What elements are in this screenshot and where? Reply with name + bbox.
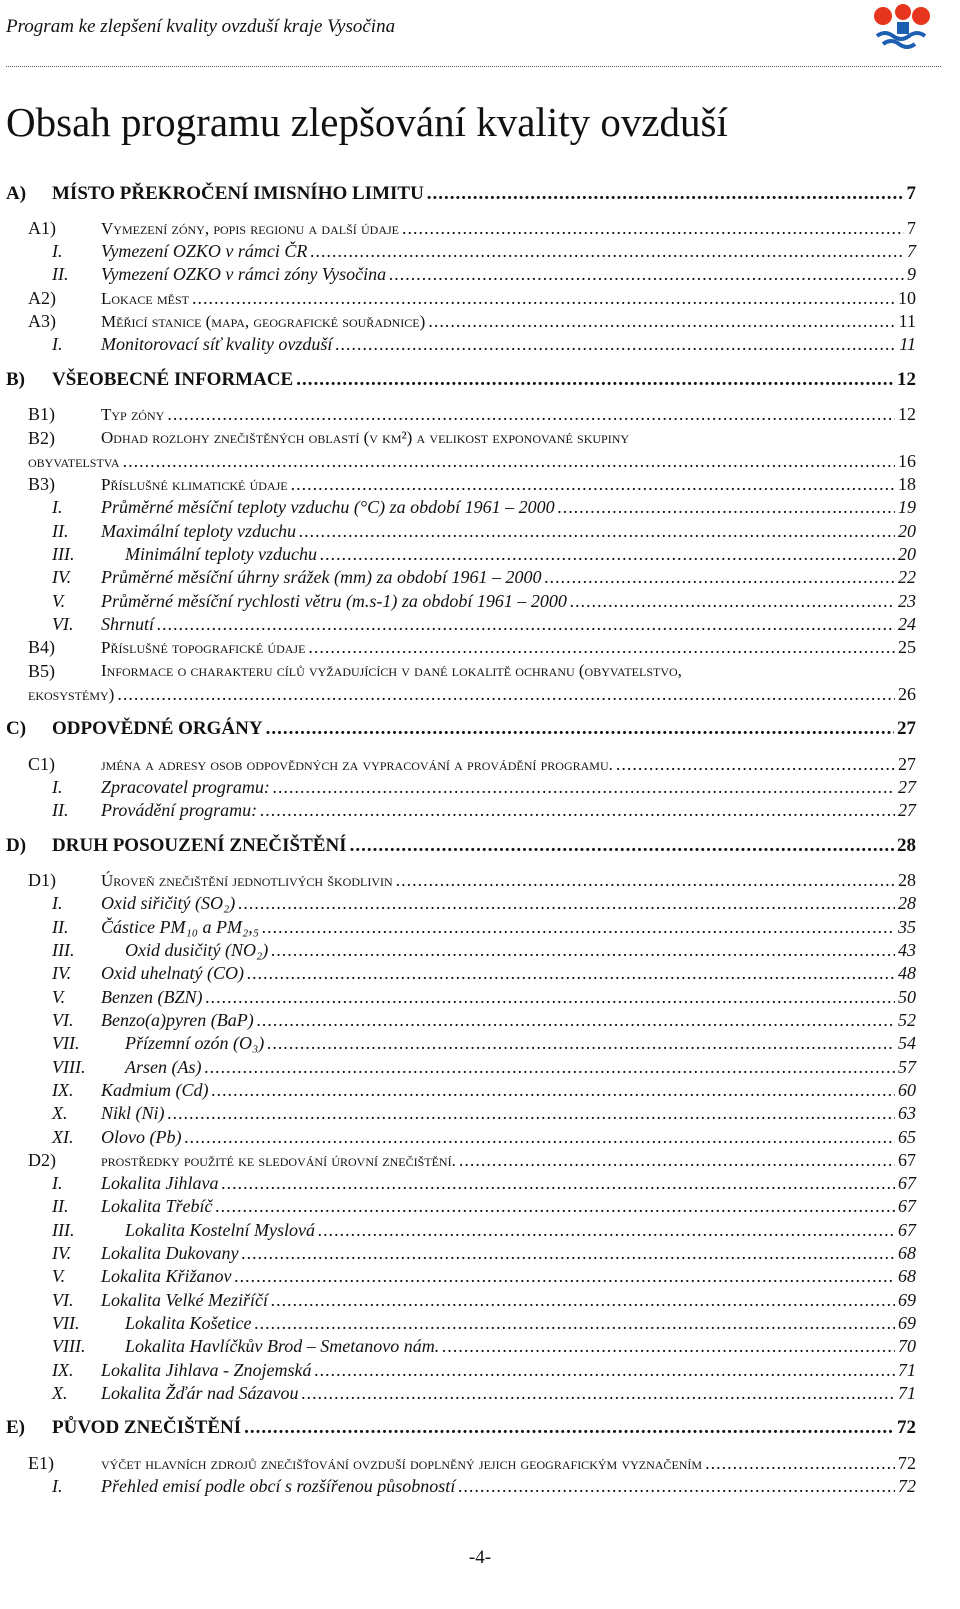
- toc-entry-page: 27: [897, 718, 916, 739]
- toc-entry-page: 23: [898, 591, 916, 611]
- toc-entry-title: Měřicí stanice (mapa, geografické souřadnice): [101, 312, 426, 331]
- toc-leader-dots: [299, 519, 895, 543]
- toc-entry-page: 72: [898, 1453, 916, 1473]
- toc-entry[interactable]: [0, 426, 916, 450]
- toc-entry-title: Oxid dusičitý (NO₂): [125, 940, 269, 960]
- toc-entry-page: 65: [898, 1127, 916, 1147]
- toc-leader-dots: [389, 262, 904, 286]
- toc-entry-page: 26: [898, 684, 916, 704]
- toc-entry-page: 70: [898, 1336, 916, 1356]
- toc-leader-dots: [705, 1451, 895, 1475]
- toc-entry-number: B3): [28, 474, 55, 494]
- toc-entry-title: DRUH POSOUZENÍ ZNEČIŠTĚNÍ: [52, 835, 347, 856]
- toc-entry-title: ODPOVĚDNÉ ORGÁNY: [52, 718, 263, 739]
- toc-entry[interactable]: [0, 915, 916, 939]
- toc-entry-number: I.: [52, 334, 63, 354]
- toc-leader-dots: [254, 1311, 895, 1335]
- toc-entry-page: 50: [898, 987, 916, 1007]
- toc-entry-title: Benzo(a)pyren (BaP): [101, 1010, 254, 1030]
- toc-entry-page: 28: [898, 893, 916, 913]
- toc-entry-page: 12: [897, 369, 916, 390]
- toc-entry-title: Zpracovatel programu:: [101, 777, 270, 797]
- toc-leader-dots: [428, 309, 895, 333]
- toc-leader-dots: [396, 868, 895, 892]
- toc-leader-dots: [241, 1241, 895, 1265]
- toc-entry-number: X.: [52, 1383, 68, 1403]
- toc-entry-page: 60: [898, 1080, 916, 1100]
- toc-leader-dots: [235, 1264, 895, 1288]
- toc-entry-number: I.: [52, 1173, 63, 1193]
- toc-entry-title: Lokalita Velké Meziříčí: [101, 1290, 268, 1310]
- toc-entry[interactable]: [0, 1358, 916, 1382]
- toc-entry-page: 11: [898, 311, 916, 331]
- toc-entry-title: Lokalita Jihlava: [101, 1173, 219, 1193]
- toc-entry-number: IV.: [52, 1243, 72, 1263]
- toc-entry[interactable]: [0, 239, 916, 263]
- toc-leader-dots: [318, 1218, 895, 1242]
- toc-entry[interactable]: [0, 775, 916, 799]
- toc-entry-page: 25: [898, 637, 916, 657]
- toc-leader-dots: [212, 1078, 896, 1102]
- toc-entry-number: V.: [52, 1266, 66, 1286]
- toc-leader-dots: [570, 589, 895, 613]
- toc-entry-page: 22: [898, 567, 916, 587]
- toc-entry-title: Vymezení zóny, popis regionu a další údaje: [101, 219, 400, 238]
- toc-entry[interactable]: [0, 402, 916, 426]
- toc-leader-dots: [616, 752, 895, 776]
- toc-entry[interactable]: [0, 635, 916, 659]
- toc-leader-dots: [271, 1288, 895, 1312]
- toc-entry-page: 7: [907, 218, 916, 238]
- toc-entry[interactable]: [0, 1451, 916, 1475]
- toc-leader-dots: [238, 891, 895, 915]
- toc-entry-title: Průměrné měsíční rychlosti větru (m.s-1) za období 1961 – 2000: [101, 591, 567, 611]
- toc-entry[interactable]: [0, 1031, 916, 1055]
- toc-entry-page: 71: [898, 1360, 916, 1380]
- toc-entry[interactable]: [0, 309, 916, 333]
- toc-entry-number: A): [6, 183, 27, 204]
- toc-entry-page: 28: [898, 870, 916, 890]
- toc-entry[interactable]: [0, 1416, 916, 1440]
- toc-entry-number: II.: [52, 521, 69, 541]
- toc-entry[interactable]: [0, 961, 916, 985]
- toc-entry-page: 48: [898, 963, 916, 983]
- toc-entry-page: 68: [898, 1266, 916, 1286]
- toc-entry[interactable]: [0, 449, 916, 473]
- toc-entry-number: IV.: [52, 963, 72, 983]
- toc-entry-number: B2): [28, 428, 55, 448]
- toc-entry-title: jména a adresy osob odpovědných za vypracování a provádění programu.: [101, 755, 613, 774]
- toc-entry[interactable]: [0, 717, 916, 741]
- toc-leader-dots: [205, 985, 895, 1009]
- toc-entry[interactable]: [0, 1334, 916, 1358]
- toc-entry-title: Oxid uhelnatý (CO): [101, 963, 244, 983]
- toc-entry-number: I.: [52, 777, 63, 797]
- toc-entry-page: 67: [898, 1173, 916, 1193]
- toc-entry-title: Minimální teploty vzduchu: [125, 544, 317, 564]
- toc-entry-page: 72: [898, 1476, 916, 1496]
- toc-entry-number: A2): [28, 288, 56, 308]
- toc-entry[interactable]: [0, 612, 916, 636]
- toc-leader-dots: [314, 1358, 895, 1382]
- toc-entry-number: I.: [52, 1476, 63, 1496]
- toc-entry-title: Lokalita Kostelní Myslová: [125, 1220, 315, 1240]
- toc-entry-title: Typ zóny: [101, 405, 165, 424]
- header-divider: [6, 66, 941, 67]
- toc-entry-number: VII.: [52, 1033, 80, 1053]
- toc-entry[interactable]: [0, 565, 916, 589]
- toc-entry[interactable]: [0, 1171, 916, 1195]
- toc-leader-dots: [301, 1381, 895, 1405]
- toc-entry-number: V.: [52, 591, 66, 611]
- toc-leader-dots: [402, 216, 904, 240]
- toc-entry-title: Kadmium (Cd): [101, 1080, 209, 1100]
- toc-entry-number: X.: [52, 1103, 68, 1123]
- toc-entry-title: Lokalita Dukovany: [101, 1243, 239, 1263]
- toc-entry-title: VŠEOBECNÉ INFORMACE: [52, 369, 294, 390]
- toc-entry[interactable]: [0, 1218, 916, 1242]
- toc-leader-dots: [221, 1171, 895, 1195]
- toc-entry-page: 69: [898, 1290, 916, 1310]
- toc-entry-page: 20: [898, 521, 916, 541]
- toc-entry-number: III.: [52, 1220, 75, 1240]
- toc-entry[interactable]: [0, 891, 916, 915]
- toc-entry-title: prostředky použité ke sledování úrovní znečištění.: [101, 1151, 456, 1170]
- toc-entry-title: ekosystémy): [28, 685, 115, 704]
- toc-leader-dots: [168, 1101, 896, 1125]
- toc-entry-page: 27: [898, 800, 916, 820]
- toc-entry-number: D1): [28, 870, 56, 890]
- toc-entry-page: 72: [897, 1417, 916, 1438]
- toc-entry[interactable]: [0, 1148, 916, 1172]
- toc-entry-title: Informace o charakteru cílů vyžadujících v dané lokalitě ochranu (obyvatelstvo,: [101, 661, 682, 680]
- toc-leader-dots: [260, 798, 895, 822]
- toc-entry-title: Arsen (As): [125, 1057, 202, 1077]
- toc-entry-number: III.: [52, 544, 75, 564]
- toc-entry-page: 57: [898, 1057, 916, 1077]
- toc-entry-title: Průměrné měsíční úhrny srážek (mm) za období 1961 – 2000: [101, 567, 542, 587]
- toc-leader-dots: [117, 682, 895, 706]
- toc-entry-number: IV.: [52, 567, 72, 587]
- toc-entry-number: C): [6, 718, 27, 739]
- toc-entry[interactable]: [0, 1101, 916, 1125]
- toc-leader-dots: [291, 472, 895, 496]
- toc-entry[interactable]: [0, 798, 916, 822]
- toc-leader-dots: [157, 612, 895, 636]
- toc-leader-dots: [262, 915, 895, 939]
- toc-leader-dots: [350, 834, 894, 858]
- toc-leader-dots: [335, 332, 896, 356]
- toc-entry-number: II.: [52, 800, 69, 820]
- toc-entry-page: 43: [898, 940, 916, 960]
- toc-leader-dots: [184, 1125, 895, 1149]
- toc-entry-page: 24: [898, 614, 916, 634]
- toc-leader-dots: [459, 1148, 895, 1172]
- toc-entry-number: VII.: [52, 1313, 80, 1333]
- toc-entry-title: Olovo (Pb): [101, 1127, 182, 1147]
- toc-entry[interactable]: [0, 834, 916, 858]
- toc-entry-title: Provádění programu:: [101, 800, 258, 820]
- toc-entry[interactable]: [0, 519, 916, 543]
- toc-leader-dots: [216, 1194, 896, 1218]
- toc-leader-dots: [296, 368, 894, 392]
- toc-entry[interactable]: [0, 1055, 916, 1079]
- toc-entry-title: Přízemní ozón (O₃): [125, 1033, 265, 1053]
- toc-entry-number: II.: [52, 1196, 69, 1216]
- toc-entry-title: Shrnutí: [101, 614, 155, 634]
- toc-entry-page: 27: [898, 777, 916, 797]
- toc-entry-title: Lokalita Křižanov: [101, 1266, 232, 1286]
- toc-entry-page: 20: [898, 544, 916, 564]
- toc-leader-dots: [458, 1474, 895, 1498]
- toc-entry[interactable]: [0, 182, 916, 206]
- toc-entry-page: 18: [898, 474, 916, 494]
- toc-entry[interactable]: [0, 368, 916, 392]
- toc-entry-title: Průměrné měsíční teploty vzduchu (°C) za období 1961 – 2000: [101, 497, 555, 517]
- toc-leader-dots: [192, 286, 895, 310]
- toc-entry-title: Příslušné topografické údaje: [101, 638, 306, 657]
- toc-entry-number: C1): [28, 754, 55, 774]
- toc-entry-number: D2): [28, 1150, 56, 1170]
- toc-entry-page: 52: [898, 1010, 916, 1030]
- toc-entry-number: A3): [28, 311, 56, 331]
- toc-entry-title: PŮVOD ZNEČIŠTĚNÍ: [52, 1417, 242, 1438]
- toc-entry-number: V.: [52, 987, 66, 1007]
- toc-entry-number: E1): [28, 1453, 54, 1473]
- page-title: Obsah programu zlepšování kvality ovzduší: [6, 99, 728, 145]
- toc-entry-title: Vymezení OZKO v rámci zóny Vysočina: [101, 264, 387, 284]
- toc-entry-number: IX.: [52, 1360, 74, 1380]
- toc-entry-page: 71: [898, 1383, 916, 1403]
- toc-entry-page: 28: [897, 835, 916, 856]
- toc-entry-title: Lokalita Jihlava - Znojemská: [101, 1360, 312, 1380]
- toc-entry[interactable]: [0, 752, 916, 776]
- toc-entry-number: II.: [52, 917, 69, 937]
- toc-entry-title: Přehled emisí podle obcí s rozšířenou působností: [101, 1476, 456, 1496]
- toc-entry-page: 19: [898, 497, 916, 517]
- toc-entry-title: Monitorovací síť kvality ovzduší: [101, 334, 333, 354]
- toc-leader-dots: [167, 402, 895, 426]
- toc-leader-dots: [273, 775, 895, 799]
- toc-leader-dots: [310, 239, 904, 263]
- toc-entry-title: Maximální teploty vzduchu: [101, 521, 296, 541]
- toc-entry-title: Lokalita Žďár nad Sázavou: [101, 1383, 299, 1403]
- toc-entry-number: B4): [28, 637, 55, 657]
- toc-entry-number: VI.: [52, 1010, 74, 1030]
- toc-entry-number: VI.: [52, 614, 74, 634]
- toc-entry-page: 35: [898, 917, 916, 937]
- toc-entry[interactable]: [0, 216, 916, 240]
- toc-entry-title: Lokalita Havlíčkův Brod – Smetanovo nám.: [125, 1336, 440, 1356]
- toc-entry-title: Příslušné klimatické údaje: [101, 475, 288, 494]
- toc-leader-dots: [267, 1031, 895, 1055]
- toc-entry-page: 10: [898, 288, 916, 308]
- toc-entry[interactable]: [0, 985, 916, 1009]
- toc-entry-title: MÍSTO PŘEKROČENÍ IMISNÍHO LIMITU: [52, 183, 424, 204]
- toc-entry[interactable]: [0, 1311, 916, 1335]
- toc-entry-page: 67: [898, 1150, 916, 1170]
- toc-entry-number: A1): [28, 218, 56, 238]
- toc-entry-page: 67: [898, 1196, 916, 1216]
- toc-leader-dots: [558, 495, 895, 519]
- toc-entry-number: E): [6, 1417, 25, 1438]
- toc-entry-page: 27: [898, 754, 916, 774]
- toc-entry[interactable]: [0, 262, 916, 286]
- toc-entry-page: 69: [898, 1313, 916, 1333]
- toc-entry-number: II.: [52, 264, 69, 284]
- toc-entry[interactable]: [0, 542, 916, 566]
- toc-entry[interactable]: [0, 332, 916, 356]
- toc-entry-title: Nikl (Ni): [101, 1103, 165, 1123]
- toc-leader-dots: [204, 1055, 895, 1079]
- toc-entry-number: VIII.: [52, 1336, 86, 1356]
- toc-entry-title: Odhad rozlohy znečištěných oblastí (v km²) a velikost exponované skupiny: [101, 428, 630, 447]
- toc-entry-number: IX.: [52, 1080, 74, 1100]
- toc-entry[interactable]: [0, 1241, 916, 1265]
- toc-entry-number: D): [6, 835, 27, 856]
- toc-leader-dots: [244, 1416, 894, 1440]
- toc-leader-dots: [320, 542, 895, 566]
- toc-entry-title: Úroveň znečištění jednotlivých škodlivin: [101, 871, 393, 890]
- toc-entry[interactable]: [0, 938, 916, 962]
- toc-entry-title: Vymezení OZKO v rámci ČR: [101, 241, 308, 261]
- toc-leader-dots: [427, 182, 904, 206]
- toc-entry-page: 7: [906, 183, 916, 204]
- toc-entry[interactable]: [0, 1474, 916, 1498]
- toc-entry-title: Benzen (BZN): [101, 987, 203, 1007]
- toc-entry-number: VI.: [52, 1290, 74, 1310]
- toc-entry-page: 11: [899, 334, 916, 354]
- page-header: [6, 14, 941, 46]
- toc-entry[interactable]: [0, 589, 916, 613]
- toc-entry-page: 68: [898, 1243, 916, 1263]
- toc-entry-title: obyvatelstva: [28, 452, 120, 471]
- toc-entry[interactable]: [0, 1381, 916, 1405]
- toc-entry[interactable]: [0, 682, 916, 706]
- toc-entry-title: Částice PM₁₀ a PM₂,₅: [101, 917, 260, 937]
- toc-entry-page: 9: [907, 264, 916, 284]
- page-number: -4-: [468, 1547, 492, 1568]
- toc-entry[interactable]: [0, 1008, 916, 1032]
- toc-entry-page: 16: [898, 451, 916, 471]
- toc-entry[interactable]: [0, 495, 916, 519]
- toc-entry-number: XI.: [52, 1127, 74, 1147]
- toc-entry-number: VIII.: [52, 1057, 86, 1077]
- toc-entry-number: I.: [52, 893, 63, 913]
- toc-entry-page: 63: [898, 1103, 916, 1123]
- toc-leader-dots: [266, 717, 894, 741]
- toc-entry-number: III.: [52, 940, 75, 960]
- toc-entry-title: Lokalita Košetice: [125, 1313, 252, 1333]
- toc-entry[interactable]: [0, 472, 916, 496]
- toc-entry-number: B): [6, 369, 25, 390]
- toc-entry-page: 7: [907, 241, 916, 261]
- toc-entry[interactable]: [0, 1078, 916, 1102]
- region-logo: [873, 2, 933, 50]
- toc-entry-page: 12: [898, 404, 916, 424]
- toc-entry-title: Oxid siřičitý (SO₂): [101, 893, 236, 913]
- toc-entry-title: Lokace měst: [101, 289, 189, 308]
- toc-leader-dots: [257, 1008, 895, 1032]
- toc-entry[interactable]: [0, 1264, 916, 1288]
- header-title: Program ke zlepšení kvality ovzduší kraje Vysočina: [6, 16, 396, 37]
- toc-entry[interactable]: [0, 286, 916, 310]
- toc-leader-dots: [442, 1334, 895, 1358]
- toc-entry-title: Lokalita Třebíč: [101, 1196, 213, 1216]
- toc-entry-number: B1): [28, 404, 55, 424]
- toc-leader-dots: [308, 635, 895, 659]
- toc-entry[interactable]: [0, 659, 916, 683]
- toc-entry[interactable]: [0, 1194, 916, 1218]
- toc-entry-number: B5): [28, 661, 55, 681]
- toc-leader-dots: [123, 449, 895, 473]
- toc-entry-page: 54: [898, 1033, 916, 1053]
- toc-entry-number: I.: [52, 241, 63, 261]
- toc-entry[interactable]: [0, 1125, 916, 1149]
- toc-entry[interactable]: [0, 1288, 916, 1312]
- toc-entry-number: I.: [52, 497, 63, 517]
- toc-entry-title: výčet hlavních zdrojů znečišťování ovzduší doplněný jejich geografickým vyznačením: [101, 1454, 703, 1473]
- toc-entry[interactable]: [0, 868, 916, 892]
- toc-leader-dots: [271, 938, 895, 962]
- toc-leader-dots: [544, 565, 895, 589]
- toc-entry-page: 67: [898, 1220, 916, 1240]
- toc-leader-dots: [247, 961, 895, 985]
